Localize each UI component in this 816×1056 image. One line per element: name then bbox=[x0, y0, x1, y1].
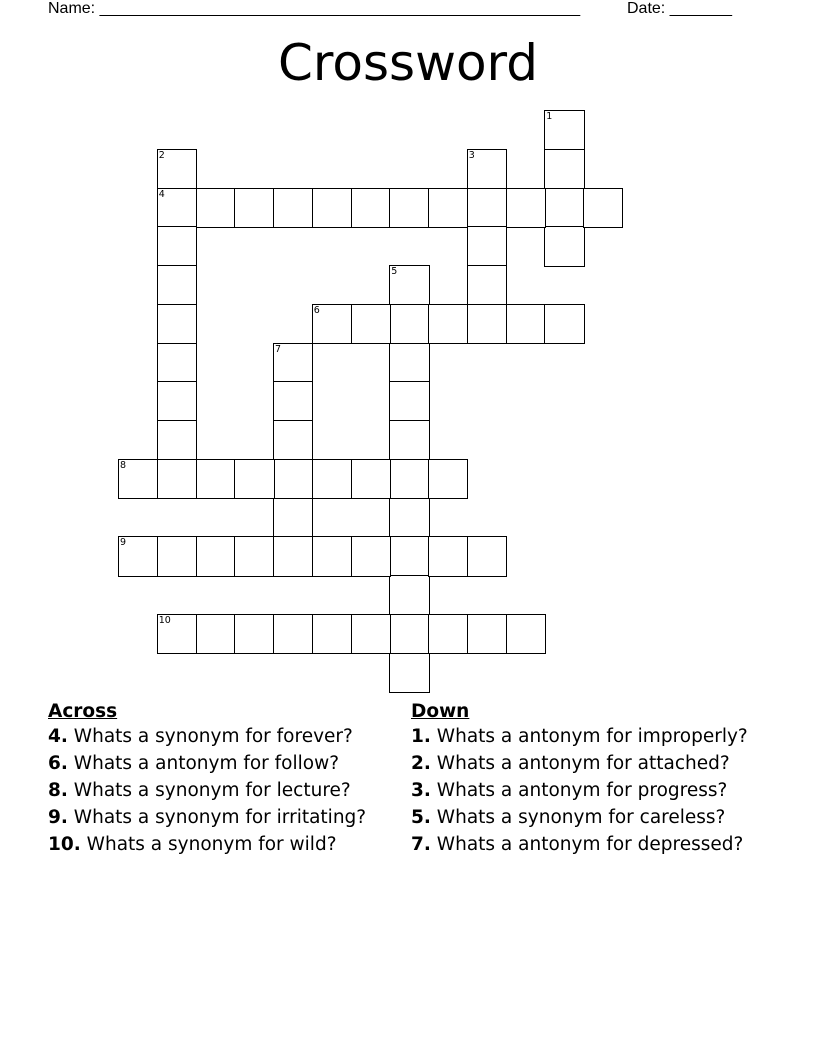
clue-number-label: 1 bbox=[546, 111, 553, 122]
grid-cell[interactable] bbox=[157, 536, 197, 576]
grid-cell[interactable] bbox=[196, 459, 236, 499]
grid-cell[interactable] bbox=[389, 459, 429, 499]
clue-number: 4. bbox=[48, 726, 68, 747]
grid-cell[interactable] bbox=[467, 188, 507, 228]
grid-cell[interactable] bbox=[544, 110, 584, 150]
page-title: Crossword bbox=[278, 34, 538, 92]
grid-cell[interactable] bbox=[428, 304, 468, 344]
grid-cell[interactable] bbox=[118, 459, 158, 499]
clue-number-label: 7 bbox=[275, 343, 282, 355]
clue-text: Whats a antonym for follow? bbox=[73, 753, 340, 774]
grid-cell[interactable] bbox=[506, 188, 546, 228]
date-field-label: Date: _______ bbox=[627, 0, 732, 17]
grid-cell[interactable] bbox=[118, 536, 158, 576]
grid-cell[interactable] bbox=[273, 459, 313, 499]
grid-cell[interactable] bbox=[467, 226, 507, 266]
grid-cell[interactable] bbox=[351, 614, 391, 654]
clue-number: 6. bbox=[48, 753, 68, 774]
clue-number: 5. bbox=[411, 807, 431, 828]
grid-cell[interactable] bbox=[389, 420, 429, 460]
grid-cell[interactable] bbox=[544, 188, 584, 228]
grid-cell[interactable] bbox=[273, 614, 313, 654]
grid-cell[interactable] bbox=[234, 459, 274, 499]
grid-cell[interactable] bbox=[196, 614, 236, 654]
grid-cell[interactable] bbox=[234, 614, 274, 654]
grid-cell[interactable] bbox=[273, 536, 313, 576]
clue-number-label: 6 bbox=[313, 304, 320, 316]
grid-cell[interactable] bbox=[506, 614, 546, 654]
across-clues bbox=[48, 700, 388, 860]
clue-text: Whats a synonym for irritating? bbox=[73, 807, 367, 828]
clue-text: Whats a synonym for forever? bbox=[73, 726, 353, 747]
grid-cell[interactable] bbox=[467, 304, 507, 344]
across-clue-4 bbox=[48, 725, 388, 748]
grid-cell[interactable] bbox=[312, 536, 352, 576]
grid-cell[interactable] bbox=[157, 381, 197, 421]
clue-text: Whats a synonym for careless? bbox=[436, 807, 726, 828]
grid-cell[interactable] bbox=[234, 536, 274, 576]
grid-cell[interactable] bbox=[428, 614, 468, 654]
across-clue-9 bbox=[48, 806, 388, 829]
grid-cell[interactable] bbox=[389, 536, 429, 576]
grid-cell[interactable] bbox=[467, 149, 507, 189]
grid-cell[interactable] bbox=[389, 304, 429, 344]
grid-cell[interactable] bbox=[389, 498, 429, 538]
grid-cell[interactable] bbox=[312, 188, 352, 228]
grid-cell[interactable] bbox=[389, 265, 429, 305]
clue-number: 1. bbox=[411, 726, 431, 747]
grid-cell[interactable] bbox=[157, 614, 197, 654]
clue-number-label: 4 bbox=[158, 188, 165, 200]
grid-cell[interactable] bbox=[544, 226, 584, 266]
grid-cell[interactable] bbox=[428, 536, 468, 576]
grid-cell[interactable] bbox=[351, 536, 391, 576]
clue-text: Whats a antonym for depressed? bbox=[436, 834, 744, 855]
grid-cell[interactable] bbox=[467, 536, 507, 576]
grid-cell[interactable] bbox=[351, 459, 391, 499]
grid-cell[interactable] bbox=[428, 188, 468, 228]
clue-text: Whats a antonym for progress? bbox=[436, 780, 728, 801]
grid-cell[interactable] bbox=[157, 343, 197, 383]
clue-text: Whats a synonym for wild? bbox=[86, 834, 337, 855]
grid-cell[interactable] bbox=[157, 420, 197, 460]
clue-number-label: 2 bbox=[158, 149, 165, 161]
clue-number: 7. bbox=[411, 834, 431, 855]
grid-cell[interactable] bbox=[467, 265, 507, 305]
grid-cell[interactable] bbox=[273, 381, 313, 421]
grid-cell[interactable] bbox=[157, 149, 197, 189]
grid-cell[interactable] bbox=[351, 304, 391, 344]
clue-number: 9. bbox=[48, 807, 68, 828]
down-clue-1 bbox=[411, 725, 771, 748]
down-clue-2 bbox=[411, 752, 771, 775]
grid-cell[interactable] bbox=[234, 188, 274, 228]
grid-cell[interactable] bbox=[273, 188, 313, 228]
grid-cell[interactable] bbox=[157, 226, 197, 266]
down-clue-3 bbox=[411, 779, 771, 802]
down-clue-7 bbox=[411, 833, 771, 856]
clue-number: 10. bbox=[48, 834, 81, 855]
down-clues bbox=[411, 700, 771, 860]
clue-number: 2. bbox=[411, 753, 431, 774]
grid-cell[interactable] bbox=[312, 304, 352, 344]
clue-text: Whats a antonym for attached? bbox=[436, 753, 730, 774]
grid-cell[interactable] bbox=[544, 149, 584, 189]
grid-cell[interactable] bbox=[157, 459, 197, 499]
clue-text: Whats a synonym for lecture? bbox=[73, 780, 351, 801]
down-clue-5 bbox=[411, 806, 771, 829]
grid-cell[interactable] bbox=[273, 420, 313, 460]
clue-number: 3. bbox=[411, 780, 431, 801]
grid-cell[interactable] bbox=[196, 188, 236, 228]
clue-number-label: 3 bbox=[468, 149, 475, 161]
clue-number-label: 8 bbox=[120, 459, 127, 471]
clue-number-label: 5 bbox=[391, 266, 398, 277]
across-clue-10 bbox=[48, 833, 388, 856]
down-heading: Down bbox=[411, 701, 470, 722]
across-clue-8 bbox=[48, 779, 388, 802]
across-clue-6 bbox=[48, 752, 388, 775]
grid-cell[interactable] bbox=[157, 265, 197, 305]
grid-cell[interactable] bbox=[389, 381, 429, 421]
grid-cell[interactable] bbox=[389, 343, 429, 383]
grid-cell[interactable] bbox=[389, 614, 429, 654]
grid-cell[interactable] bbox=[389, 575, 429, 615]
grid-cell[interactable] bbox=[196, 536, 236, 576]
clue-text: Whats a antonym for improperly? bbox=[436, 726, 748, 747]
grid-cell[interactable] bbox=[506, 304, 546, 344]
grid-cell[interactable] bbox=[157, 188, 197, 228]
clue-number-label: 9 bbox=[120, 537, 127, 549]
grid-cell[interactable] bbox=[389, 188, 429, 228]
grid-cell[interactable] bbox=[351, 188, 391, 228]
grid-cell[interactable] bbox=[312, 459, 352, 499]
across-heading: Across bbox=[48, 701, 118, 722]
name-field-label: Name: ______________________________________________________ bbox=[48, 0, 581, 17]
grid-cell[interactable] bbox=[544, 304, 584, 344]
grid-cell[interactable] bbox=[428, 459, 468, 499]
grid-cell[interactable] bbox=[583, 188, 623, 228]
grid-cell[interactable] bbox=[467, 614, 507, 654]
grid-cell[interactable] bbox=[389, 653, 429, 693]
grid-cell[interactable] bbox=[312, 614, 352, 654]
clue-number-label: 10 bbox=[158, 614, 171, 626]
grid-cell[interactable] bbox=[273, 498, 313, 538]
clue-number: 8. bbox=[48, 780, 68, 801]
grid-cell[interactable] bbox=[157, 304, 197, 344]
grid-cell[interactable] bbox=[273, 343, 313, 383]
